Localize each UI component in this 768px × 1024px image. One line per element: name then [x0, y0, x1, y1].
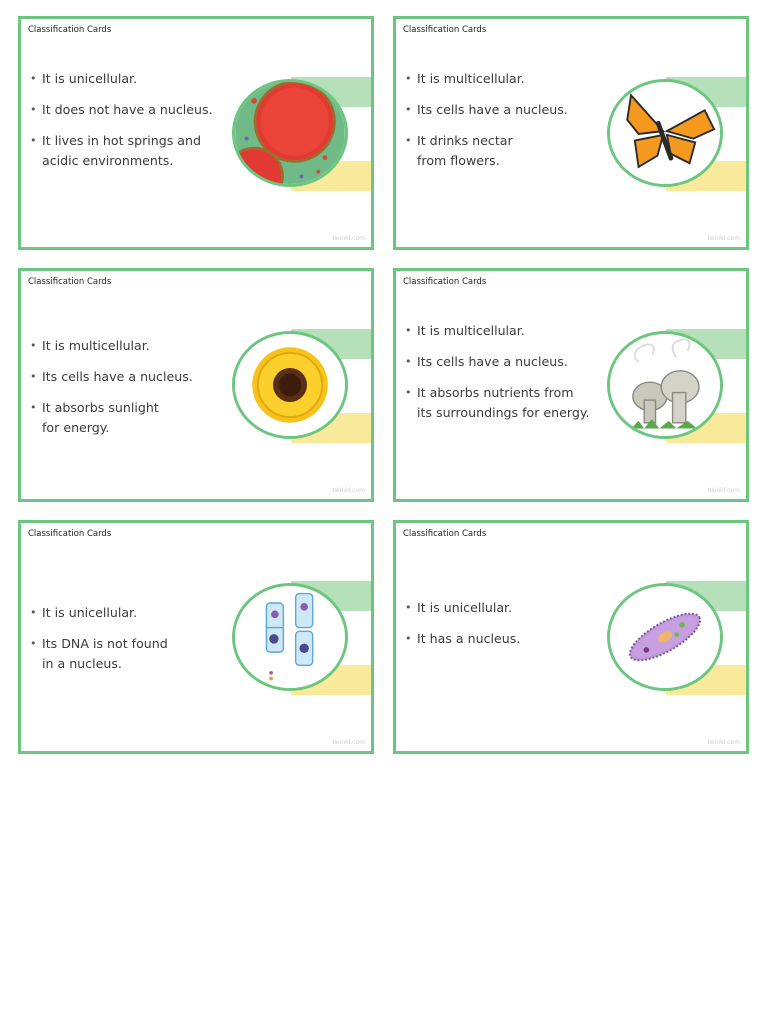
butterfly-illustration	[607, 79, 723, 187]
card-footer: twinkl.com	[707, 487, 740, 494]
fact-item: • It lives in hot springs and acidic environments.	[29, 131, 213, 171]
card-header: Classification Cards	[403, 25, 487, 35]
card-header: Classification Cards	[403, 277, 487, 287]
card-footer: twinkl.com	[332, 235, 365, 242]
mushroom-icon	[610, 334, 720, 436]
fact-item: • Its cells have a nucleus.	[404, 352, 590, 372]
classification-card-archaea	[18, 16, 374, 250]
sunflower-icon	[235, 334, 345, 436]
bacteria-cells-illustration	[232, 583, 348, 691]
fact-list	[29, 603, 168, 685]
fact-item: • It absorbs sunlight for energy.	[29, 398, 193, 438]
protist-icon	[610, 586, 720, 688]
card-header: Classification Cards	[28, 529, 112, 539]
classification-card-sunflower	[18, 268, 374, 502]
fact-item: • Its cells have a nucleus.	[404, 100, 568, 120]
classification-card-fungus	[393, 268, 749, 502]
fact-item: • It is unicellular.	[29, 603, 168, 623]
fact-item: • It is multicellular.	[29, 336, 193, 356]
card-footer: twinkl.com	[332, 487, 365, 494]
fact-list	[29, 336, 193, 449]
fact-list	[404, 321, 590, 434]
sunflower-illustration	[232, 331, 348, 439]
card-footer: twinkl.com	[332, 739, 365, 746]
fact-item: • It is multicellular.	[404, 321, 590, 341]
fact-list	[29, 69, 213, 182]
fact-item: • It is unicellular.	[29, 69, 213, 89]
fact-item: • Its DNA is not found in a nucleus.	[29, 634, 168, 674]
fact-item: • Its cells have a nucleus.	[29, 367, 193, 387]
fact-item: • It drinks nectar from flowers.	[404, 131, 568, 171]
archaea-cell-illustration	[232, 79, 348, 187]
classification-card-protist	[393, 520, 749, 754]
fact-item: • It absorbs nutrients from its surroundings for energy.	[404, 383, 590, 423]
bacteria-cell-icon	[235, 586, 345, 688]
classification-card-butterfly	[393, 16, 749, 250]
fact-list	[404, 69, 568, 182]
puffball-mushroom-illustration	[607, 331, 723, 439]
fact-item: • It is multicellular.	[404, 69, 568, 89]
fact-item: • It has a nucleus.	[404, 629, 520, 649]
card-footer: twinkl.com	[707, 235, 740, 242]
butterfly-icon	[610, 82, 720, 184]
protist-illustration	[607, 583, 723, 691]
fact-list	[404, 598, 520, 660]
classification-card-bacteria	[18, 520, 374, 754]
card-header: Classification Cards	[28, 277, 112, 287]
fact-item: • It does not have a nucleus.	[29, 100, 213, 120]
archaea-cell-icon	[235, 82, 345, 184]
card-footer: twinkl.com	[707, 739, 740, 746]
card-header: Classification Cards	[28, 25, 112, 35]
fact-item: • It is unicellular.	[404, 598, 520, 618]
card-header: Classification Cards	[403, 529, 487, 539]
